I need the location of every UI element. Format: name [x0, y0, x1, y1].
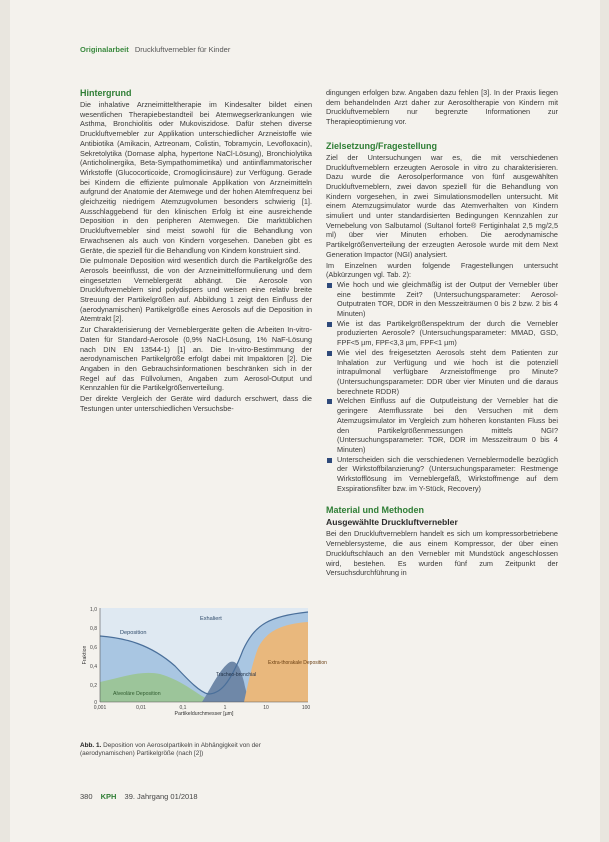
journal-brand: KPH: [100, 792, 117, 801]
list-item: Unterscheiden sich die verschiedenen Verneblermodelle bezüglich der Wirkstoffbilanzierung? (Untersuchungsparameter: Restmenge Wirkstofflösung im Verneblergefäß, Wirkstoffmenge auf dem Exspirationsfilter bzw. im Y-Stück, Recovery): [326, 455, 558, 494]
paragraph: Zur Charakterisierung der Verneblergeräte gelten die Arbeiten In-vitro-Daten für Standard-Aerosole (0,9% NaCl-Lösung, 1% NaF-Lösung nach DIN EN 13544-1) [1] an. Die In-vitro-Bestimmung der aerodynamischen Partikelgröße erfolgt dabei mit Impaktoren [2]. Die Angaben in den Gebrauchsinformationen beschränken sich in der Regel auf das Füllvolumen, Angaben zum Aerosol-Output und Kennzahlen für die Partikelgrößenverteilung.: [80, 325, 312, 393]
header-kicker: Originalarbeit: [80, 45, 129, 54]
figure-caption: [80, 742, 312, 759]
y-tick: 0,4: [90, 664, 97, 670]
heading-methods: Material und Methoden: [326, 505, 425, 516]
x-tick: 0,01: [136, 705, 146, 711]
paragraph: Ziel der Untersuchungen war es, die mit verschiedenen Druckluftverneblern erzeugten Aerosole in vitro zu charakterisieren. Dazu wurde die Aerosolperformance von fünf ausgewählten Druckluftverneblern, zwei davon speziell für die Behandlung von Kindern vorgesehen, in zwei Simulationsmodellen untersucht. Mit einem Atemzugsimulator wurde das Atemverhalten von Kindern simuliert und unter standardisierten Bedingungen Kennzahlen zur Vernebelung von Salbutamol (Sultanol forte® Fertiginhalat 2,5 mg/2,5 ml) über vier Minuten erhoben. Die aerodynamische Partikelgrößenverteilung der erzeugten Aerosole wurde mit dem Next Generation Impactor (NGI) analysiert.: [326, 152, 558, 259]
left-column: [80, 88, 312, 414]
y-tick: 0: [94, 700, 97, 706]
list-item: Wie ist das Partikelgrößenspektrum der durch die Vernebler produzierten Aerosole? (Untersuchungsparameter: MMAD, GSD, FPF<5 µm, FPF<3,3 µm, FPF<1 µm): [326, 319, 558, 348]
heading-background: Hintergrund: [80, 88, 132, 98]
question-list: [326, 280, 558, 493]
x-tick: 0,1: [179, 705, 187, 711]
right-column: [326, 88, 558, 578]
paragraph: Die inhalative Arzneimitteltherapie im Kindesalter bildet einen wesentlichen Therapiebestandteil bei Atemwegserkrankungen wie Asthma, Bronchiolitis oder Mukoviszidose. Dafür stehen diverse Druckluftvernebler zur Applikation unterschiedlicher Arzneistoffe wie Antibiotika (Amikacin, Aztreonam, Colistin, Tobramycin, Levofloxacin), Sekretolytika (Dornase alpha, hypertone NaCl-Lösung), Bronchiolytika (Anticholinergika, Beta-Sympathomimetika) und antiinflammatorischer Wirkstoffe (Glucocorticoide, Cromoglicinsäure) zur Verfügung. Gerade bei Kindern die effiziente pulmonale Applikation von Arzneimitteln aufgrund der Anatomie der Atemwege und der hohen Atemfrequenz bei gleichzeitig niedrigem Atemzugvolumen besonders schwierig [1]. Ausschlaggebend für den klinischen Erfolg ist eine ausreichende Deposition in den peripheren Atemwegen. Die marktüblichen Druckluftvernebler sind meist sowohl für die Behandlung von Erwachsenen als auch von Kindern vorgesehen. Daneben gibt es Geräte, die speziell für die Behandlung von Kindern konstruiert sind.: [80, 100, 312, 255]
journal-issue: 39. Jahrgang 01/2018: [124, 792, 198, 801]
label-tracheobronchial: Tracheo-bronchial: [216, 672, 257, 678]
paragraph: Die pulmonale Deposition wird wesentlich durch die Partikelgröße des Aerosols beeinflusst, die von der Arzneimittelformulierung und dem eingesetzten Verneblergerät abhängt. Die Aerosole von Druckluftverneblern sind polydispers und weisen eine relativ breite Streuung der Partikelgrößen auf. Abbildung 1 zeigt den Einfluss der (aerodynamischen) Partikelgröße eines Aerosols auf die Deposition in Atemtrakt [2].: [80, 256, 312, 324]
paragraph: Im Einzelnen wurden folgende Fragestellungen untersucht (Abkürzungen vgl. Tab. 2):: [326, 260, 558, 280]
heading-aim: Zielsetzung/Fragestellung: [326, 140, 438, 151]
y-tick: 1,0: [90, 607, 97, 613]
x-tick: 1: [223, 705, 227, 711]
list-item: Wie viel des freigesetzten Aerosols steht dem Patienten zur Inhalation zur Verfügung und wie hoch ist die potenziell intrapulmonal verfügbare Arzneistoffmenge pro Minute? (Untersuchungsparameter: DDR über vier Minuten und die daraus berechnete RDDR): [326, 348, 558, 397]
paragraph: Bei den Druckluftverneblern handelt es sich um kompressorbetriebene Verneblersysteme, die aus einem Kompressor, der über einen Druckluftschlauch an den Vernebler mit Mundstück angeschlossen wird, bestehen. Es wurden fünf zum Zeitpunkt der Versuchsdurchführung in: [326, 529, 558, 578]
x-tick: 100: [301, 705, 311, 711]
running-header: [80, 45, 230, 54]
paragraph: Der direkte Vergleich der Geräte wird dadurch erschwert, dass die Testungen unter unterschiedlichen Versuchsbe-: [80, 394, 312, 413]
y-tick: 0,2: [90, 683, 97, 689]
page-footer: [80, 792, 198, 801]
x-axis-label: Partikeldurchmesser [µm]: [174, 711, 234, 717]
document-page: [10, 0, 600, 842]
caption-label: Abb. 1.: [80, 742, 102, 749]
deposition-chart: [80, 604, 327, 717]
y-axis-label: Fraktion: [82, 645, 88, 665]
label-deposition: Deposition: [120, 630, 147, 636]
x-tick: 10: [263, 705, 269, 711]
subheading-nebulizers: Ausgewählte Druckluftvernebler: [326, 517, 458, 528]
paragraph: dingungen erfolgen bzw. Angaben dazu fehlen [3]. In der Praxis liegen dem behandelnden Arzt daher zur Aerosoltherapie von Kindern mit Druckluftverneblern nur begrenzte Informationen zur Therapieoptimierung vor.: [326, 88, 558, 127]
label-alveolar: Alveoläre Deposition: [113, 691, 161, 697]
x-tick: 0,001: [93, 705, 107, 711]
label-exhaled: Exhaliert: [200, 616, 222, 622]
y-tick: 0,6: [90, 645, 97, 651]
label-extrathoracic: Extra-thorakale Deposition: [268, 660, 327, 666]
header-title: Druckluftvernebler für Kinder: [134, 45, 231, 54]
list-item: Wie hoch und wie gleichmäßig ist der Output der Vernebler über eine bestimmte Zeit? (Untersuchungsparameter: Aerosol-Outputraten TOR, DDR in den Messzeiträumen 0 bis 2 bzw. 2 bis 4 Minuten): [326, 280, 558, 319]
figure-deposition: [80, 604, 327, 717]
list-item: Welchen Einfluss auf die Outputleistung der Vernebler hat die geringere Atemflussrate bei den Versuchen mit dem Atemzugsimulator im Vergleich zum höheren konstanten Fluss bei den Partikelgrößenmessungen mittels NGI? (Untersuchungsparameter: TOR, DDR im Messzeitraum 0 bis 4 Minuten): [326, 396, 558, 454]
caption-text: Deposition von Aerosolpartikeln in Abhängigkeit von der (aerodynamischen) Partikelgröße (nach [2]): [80, 742, 261, 758]
page-number: 380: [80, 792, 93, 801]
y-tick: 0,8: [90, 626, 97, 632]
